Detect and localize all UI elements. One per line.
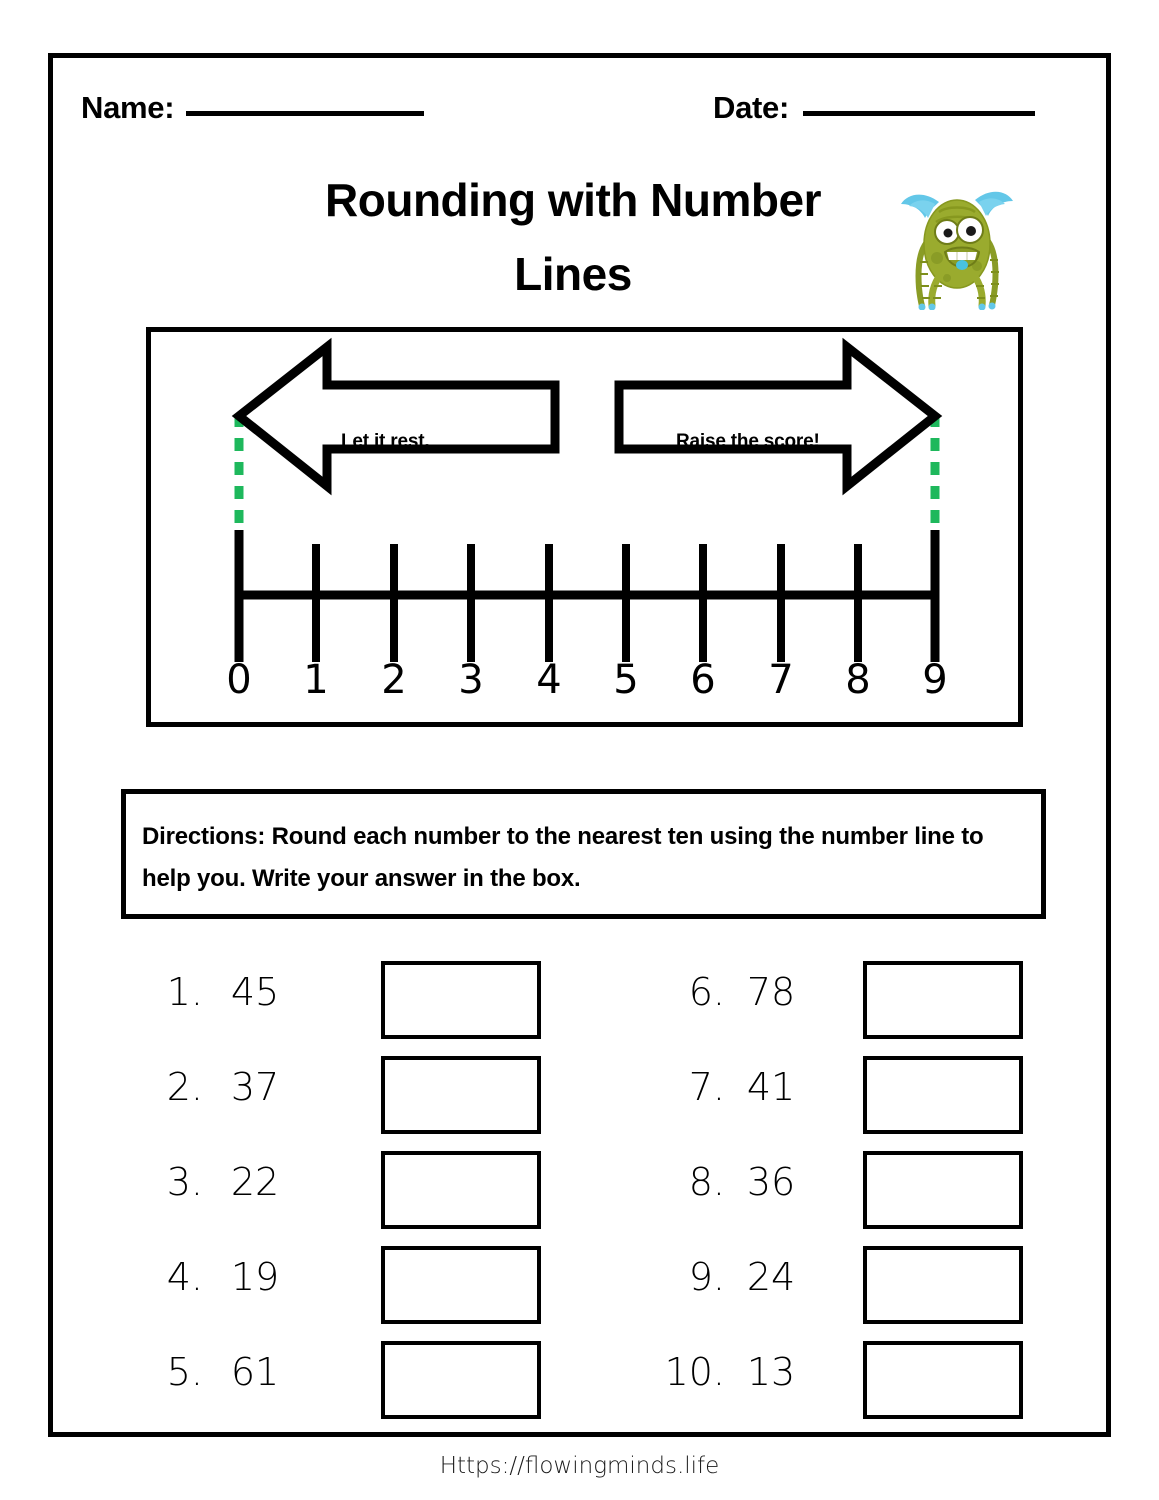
- tick-label-2: 2: [381, 657, 407, 703]
- date-label: Date:: [713, 90, 790, 125]
- answer-box[interactable]: [863, 961, 1023, 1039]
- answer-box[interactable]: [381, 1341, 541, 1419]
- tick-label-4: 4: [536, 657, 562, 703]
- problem-row: [613, 1336, 1083, 1431]
- problem-row: [123, 1241, 593, 1336]
- problem-number: 5.: [166, 1350, 203, 1394]
- date-write-line[interactable]: [803, 111, 1035, 116]
- tick-label-8: 8: [845, 657, 871, 703]
- problem-value: 61: [230, 1350, 280, 1394]
- problem-value: 13: [746, 1350, 796, 1394]
- page-title-line-2: Lines: [514, 248, 632, 300]
- problem-row: [123, 956, 593, 1051]
- problem-value: 78: [746, 970, 796, 1014]
- problem-number: 4.: [166, 1255, 203, 1299]
- problem-number: 6.: [688, 970, 725, 1014]
- problem-row: [123, 1146, 593, 1241]
- page-title: [253, 163, 893, 311]
- answer-box[interactable]: [863, 1151, 1023, 1229]
- number-line-panel: [146, 327, 1023, 727]
- answer-box[interactable]: [863, 1246, 1023, 1324]
- date-field[interactable]: [713, 90, 1035, 126]
- directions-text: Directions: Round each number to the nearest ten using the number line to help you. Write your answer in the box.: [142, 823, 984, 892]
- name-write-line[interactable]: [186, 111, 424, 116]
- right-arrow-caption: Raise the score!: [676, 431, 820, 452]
- answer-box[interactable]: [381, 961, 541, 1039]
- problem-number: 3.: [166, 1160, 203, 1204]
- problems-section: [53, 956, 1116, 1436]
- problem-number: 2.: [166, 1065, 203, 1109]
- left-arrow-caption: Let it rest.: [341, 431, 430, 452]
- name-date-row: [53, 58, 1116, 148]
- answer-box[interactable]: [863, 1056, 1023, 1134]
- problem-value: 19: [230, 1255, 280, 1299]
- tick-label-7: 7: [768, 657, 794, 703]
- problem-number: 9.: [688, 1255, 725, 1299]
- problem-row: [613, 1146, 1083, 1241]
- footer-url: Https://flowingminds.life: [439, 1453, 720, 1479]
- problem-value: 36: [746, 1160, 796, 1204]
- problem-number: 1.: [166, 970, 203, 1014]
- page-title-line-1: Rounding with Number: [325, 174, 821, 226]
- problem-row: [613, 1051, 1083, 1146]
- problem-value: 24: [746, 1255, 796, 1299]
- problem-value: 37: [230, 1065, 280, 1109]
- problems-column-right: [613, 956, 1083, 1431]
- answer-box[interactable]: [863, 1341, 1023, 1419]
- tick-label-6: 6: [690, 657, 716, 703]
- name-field[interactable]: [81, 90, 424, 126]
- problem-number: 10.: [664, 1350, 725, 1394]
- tick-label-3: 3: [458, 657, 484, 703]
- problem-row: [123, 1051, 593, 1146]
- answer-box[interactable]: [381, 1151, 541, 1229]
- problem-value: 22: [230, 1160, 280, 1204]
- tick-label-5: 5: [613, 657, 639, 703]
- name-label: Name:: [81, 90, 175, 125]
- problems-column-left: [123, 956, 593, 1431]
- problem-number: 7.: [688, 1065, 725, 1109]
- answer-box[interactable]: [381, 1056, 541, 1134]
- page-border: [48, 53, 1111, 1437]
- problem-row: [613, 1241, 1083, 1336]
- monster-mascot-icon: [891, 170, 1021, 310]
- tick-label-9: 9: [922, 657, 948, 703]
- problem-value: 45: [230, 970, 280, 1014]
- tick-label-1: 1: [303, 657, 329, 703]
- problem-number: 8.: [688, 1160, 725, 1204]
- answer-box[interactable]: [381, 1246, 541, 1324]
- problem-row: [123, 1336, 593, 1431]
- directions-box: [121, 789, 1046, 919]
- problem-row: [613, 956, 1083, 1051]
- number-line-graphic: [151, 332, 1018, 722]
- problem-value: 41: [746, 1065, 796, 1109]
- tick-label-0: 0: [226, 657, 252, 703]
